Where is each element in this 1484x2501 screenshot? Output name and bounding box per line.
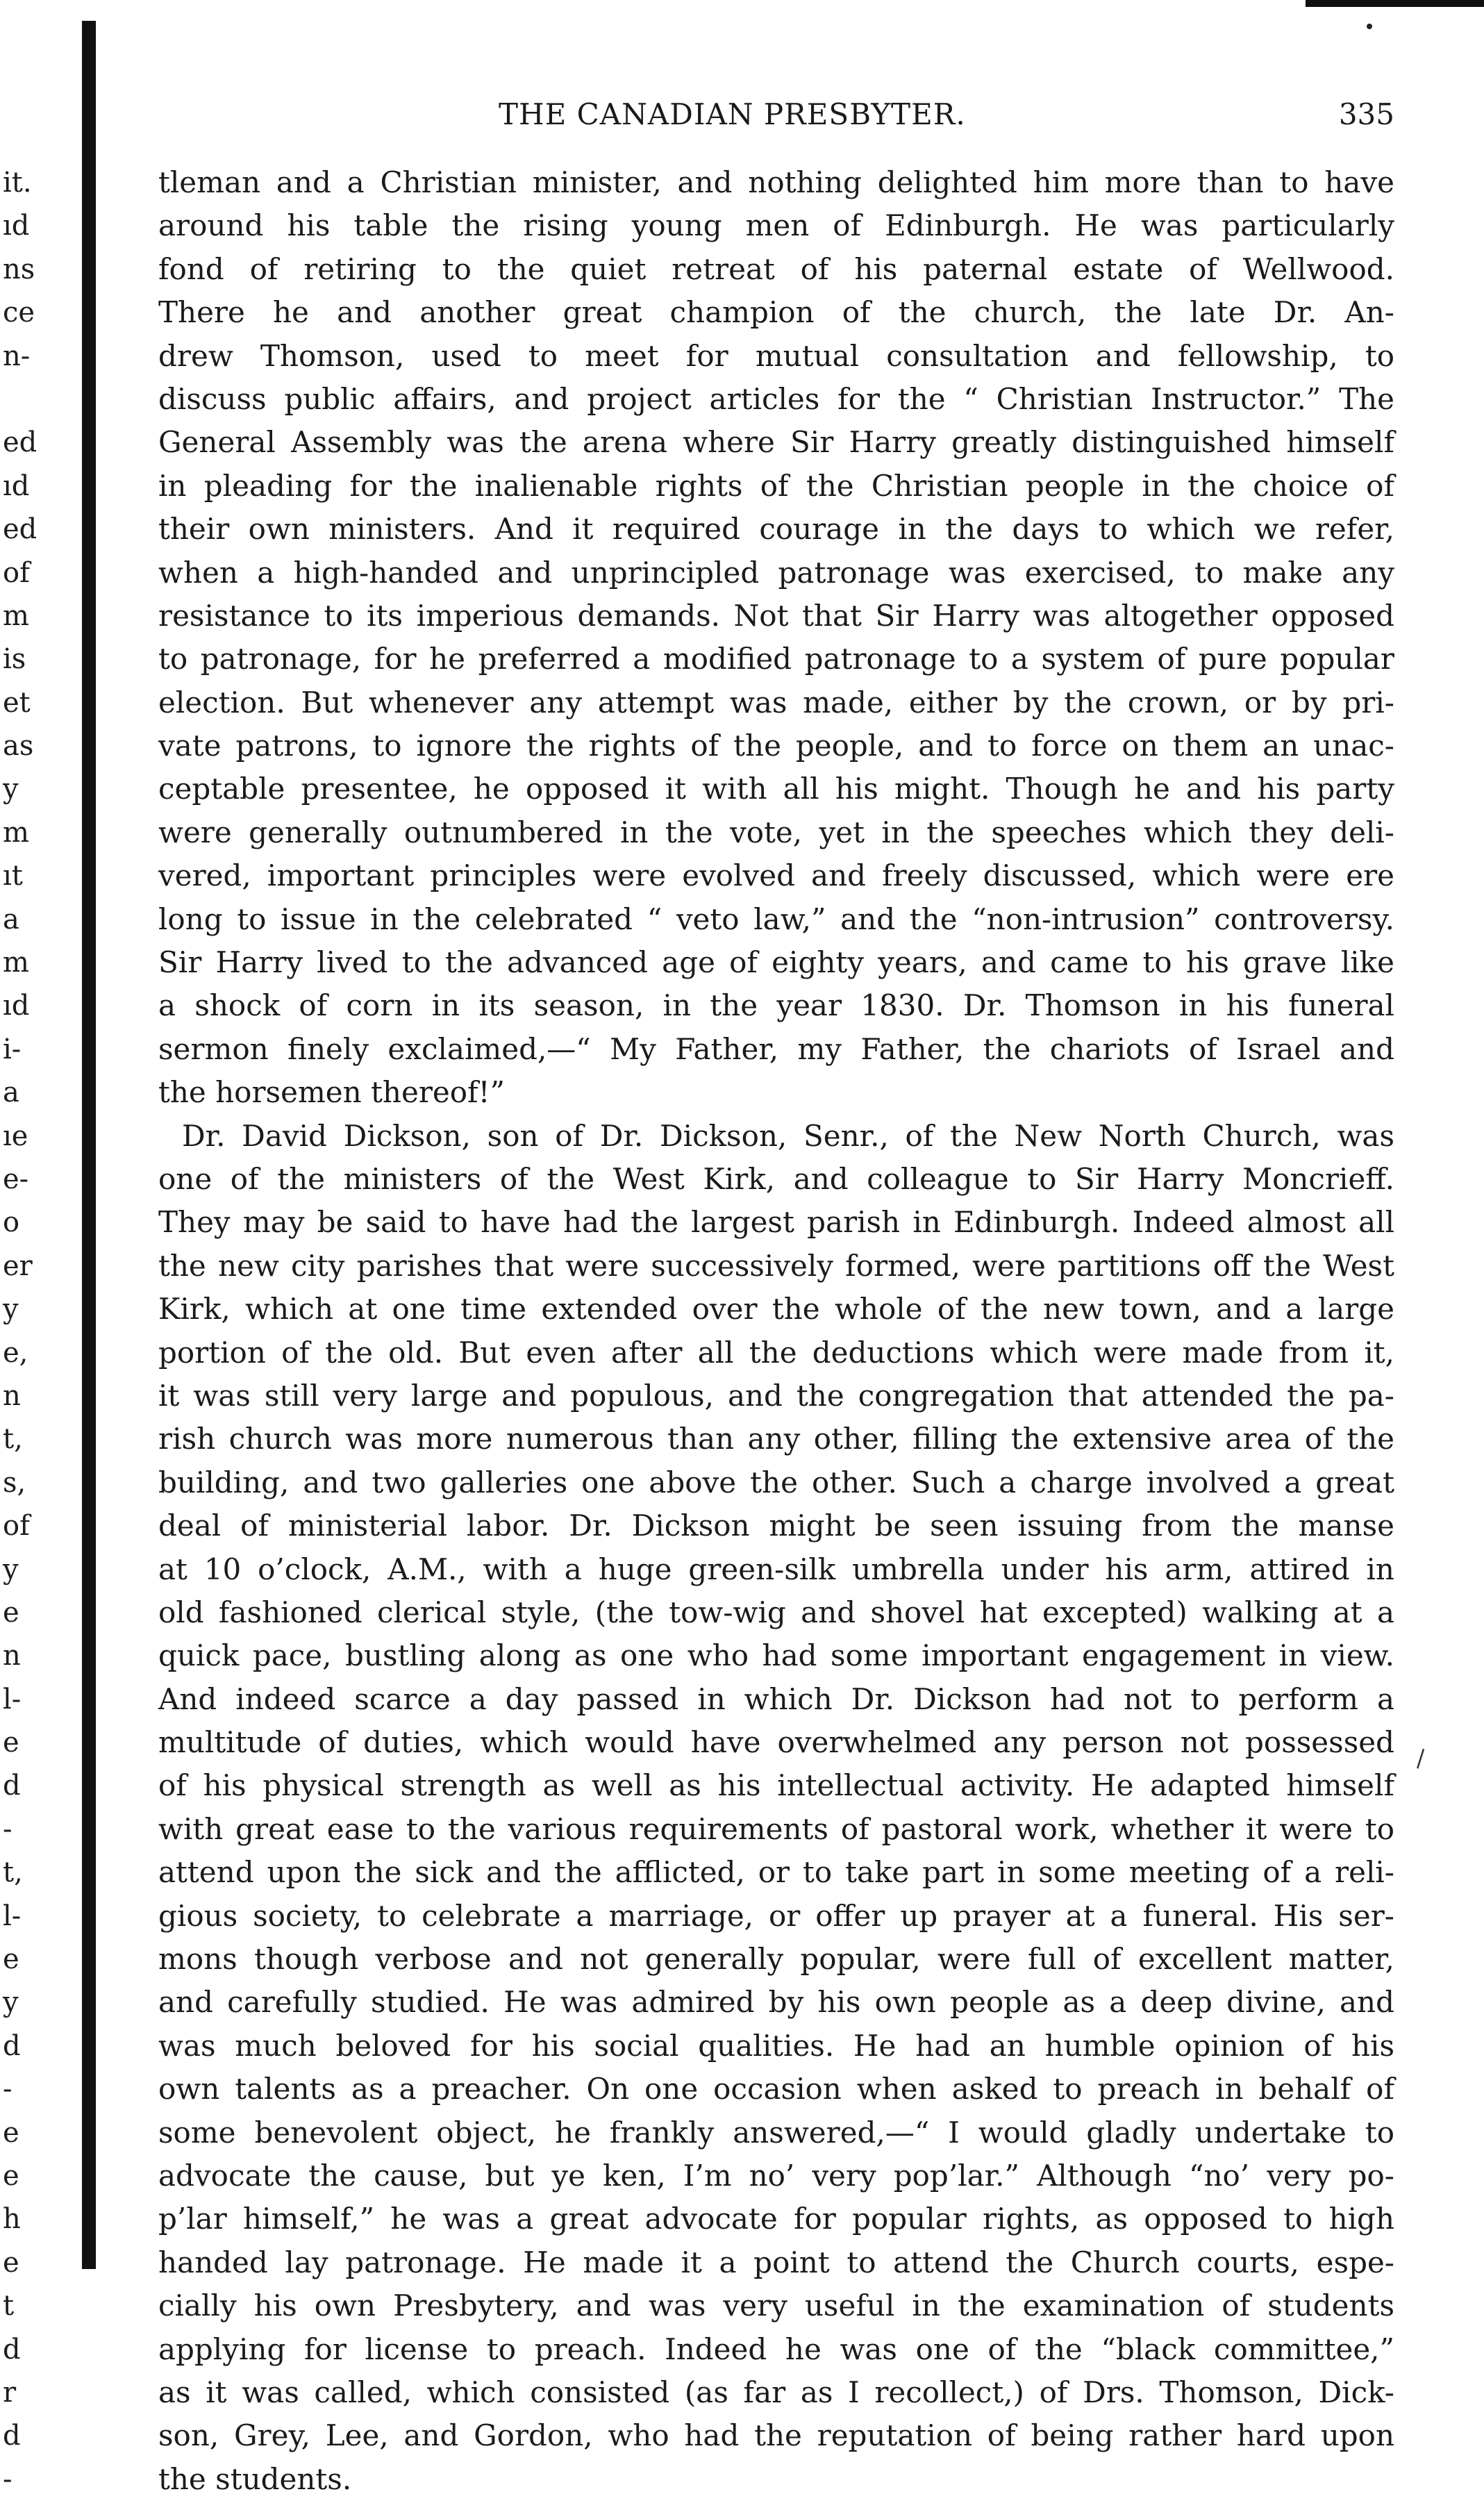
text-line: Kirk, which at one time extended over the whole of the new town, and a large [158,1292,1394,1327]
text-line: building, and two galleries one above the other. Such a charge involved a great [158,1465,1394,1499]
text-line: There he and another great champion of the church, the late Dr. An- [158,295,1394,330]
margin-fragment: a [3,903,19,936]
margin-fragment: ed [3,513,37,546]
text-line: ceptable presentee, he opposed it with all his might. Though he and his party [158,772,1394,806]
margin-fragment: i- [3,1033,22,1065]
ink-speck [1367,24,1372,29]
margin-fragment: d [3,2029,21,2062]
text-line: son, Grey, Lee, and Gordon, who had the reputation of being rather hard upon [158,2418,1394,2453]
margin-fragment: s, [3,1466,26,1499]
margin-fragment: t [3,2290,15,2323]
article-body [158,161,1394,2501]
margin-fragment: l- [3,1683,22,1715]
text-line: were generally outnumbered in the vote, yet in the speeches which they deli- [158,815,1394,849]
text-line: was much beloved for his social qualities. He had an humble opinion of his [158,2028,1394,2063]
text-line: mons though verbose and not generally popular, were full of excellent matter, [158,1942,1394,1977]
margin-fragment: et [3,686,31,719]
text-line: old fashioned clerical style, (the tow-wig and shovel hat excepted) walking at a [158,1595,1394,1629]
text-line: General Assembly was the arena where Sir Harry greatly distinguished himself [158,425,1394,460]
text-line: p’lar himself,” he was a great advocate for popular rights, as opposed to high [158,2202,1394,2236]
margin-fragment: y [3,1293,19,1326]
text-line: fond of retiring to the quiet retreat of his paternal estate of Wellwood. [158,251,1394,286]
text-line: They may be said to have had the largest parish in Edinburgh. Indeed almost all [158,1205,1394,1240]
binding-gutter [82,21,96,2269]
margin-fragment: of [3,1510,30,1543]
margin-fragment: ed [3,426,37,459]
margin-fragment: n [3,1640,21,1672]
text-line: tleman and a Christian minister, and nothing delighted him more than to have [158,165,1394,199]
text-line: in pleading for the inalienable rights of the Christian people in the choice of [158,468,1394,503]
text-line: cially his own Presbytery, and was very useful in the examination of students [158,2288,1394,2323]
margin-fragment: e- [3,1163,29,1195]
margin-fragment: ıd [3,210,30,242]
margin-fragment: e [3,1727,19,1759]
text-line: Sir Harry lived to the advanced age of eighty years, and came to his grave like [158,945,1394,980]
margin-fragment: m [3,599,29,632]
text-line: some benevolent object, he frankly answered,—“ I would gladly undertake to [158,2115,1394,2150]
margin-fragment: er [3,1249,33,1282]
margin-fragment: as [3,730,34,763]
margin-fragment: ıe [3,1120,28,1152]
text-line: with great ease to the various requirements of pastoral work, whether it were to [158,1811,1394,1846]
margin-fragment: d [3,1770,21,1802]
margin-fragment: e [3,2246,19,2279]
margin-fragment [3,378,44,421]
top-edge-rule [1306,0,1484,7]
text-line: quick pace, bustling along as one who had some important engagement in view. [158,1638,1394,1673]
margin-fragment: e, [3,1336,28,1369]
margin-fragment: t, [3,1856,23,1889]
text-line: their own ministers. And it required courage in the days to which we refer, [158,512,1394,547]
margin-fragment: y [3,1553,19,1586]
margin-fragment: d [3,2420,21,2452]
text-line: handed lay patronage. He made it a point to attend the Church courts, espe- [158,2245,1394,2279]
margin-fragment: n- [3,340,31,372]
text-line: the students. [158,2461,352,2496]
margin-fragment: a [3,1077,19,1109]
paragraph [158,1115,1394,2501]
text-line: attend upon the sick and the afflicted, or to take part in some meeting of a reli- [158,1855,1394,1890]
margin-fragment: e [3,1596,19,1629]
text-line: own talents as a preacher. On one occasion when asked to preach in behalf of [158,2072,1394,2107]
margin-fragment: - [3,1813,12,1845]
text-line: a shock of corn in its season, in the year 1830. Dr. Thomson in his funeral [158,988,1394,1023]
margin-fragment: t, [3,1423,23,1456]
text-line: election. But whenever any attempt was made, either by the crown, or by pri- [158,685,1394,720]
text-line: gious society, to celebrate a marriage, or offer up prayer at a funeral. His ser- [158,1898,1394,1933]
text-line: long to issue in the celebrated “ veto law,” and the “non-intrusion” controversy. [158,901,1394,936]
margin-fragment: - [3,2073,12,2106]
text-line: multitude of duties, which would have overwhelmed any person not possessed [158,1725,1394,1760]
text-line: And indeed scarce a day passed in which Dr. Dickson had not to perform a [158,1681,1394,1716]
margin-fragment: e [3,2159,19,2192]
margin-fragment: m [3,947,29,979]
text-line: the new city parishes that were successively formed, were partitions off the West [158,1248,1394,1283]
facing-page-margin-fragments [3,161,44,2501]
margin-fragment: n [3,1379,21,1412]
running-head: THE CANADIAN PRESBYTER. [499,97,966,131]
margin-fragment: l- [3,1900,22,1932]
text-line: rish church was more numerous than any other, filling the extensive area of the [158,1422,1394,1456]
text-line: as it was called, which consisted (as far as I recollect,) of Drs. Thomson, Dick- [158,2375,1394,2409]
margin-fragment: ce [3,297,35,329]
text-line: vered, important principles were evolved and freely discussed, which were ere [158,858,1394,893]
text-line: deal of ministerial labor. Dr. Dickson might be seen issuing from the manse [158,1509,1394,1543]
margin-fragment: h [3,2203,21,2236]
margin-fragment: of [3,556,30,589]
text-line: to patronage, for he preferred a modified patronage to a system of pure popular [158,642,1394,676]
margin-fragment: y [3,1986,19,2019]
text-line: sermon finely exclaimed,—“ My Father, my Father, the chariots of Israel and [158,1031,1394,1066]
margin-fragment: m [3,816,29,849]
text-line: portion of the old. But even after all the deductions which were made from it, [158,1335,1394,1370]
text-line: and carefully studied. He was admired by his own people as a deep divine, and [158,1985,1394,2020]
margin-fragment: e [3,2116,19,2149]
margin-fragment: e [3,1943,19,1976]
margin-fragment: y [3,773,19,806]
text-line: the horsemen thereof!” [158,1075,505,1110]
margin-fragment: ıt [3,860,23,892]
paragraph [158,161,1394,1115]
margin-fragment: - [3,2463,12,2495]
margin-fragment: r [3,2376,17,2409]
text-line: one of the ministers of the West Kirk, and colleague to Sir Harry Moncrieff. [158,1161,1394,1196]
text-line: discuss public affairs, and project articles for the “ Christian Instructor.” The [158,381,1394,416]
text-line: resistance to its imperious demands. Not that Sir Harry was altogether opposed [158,598,1394,633]
text-line: at 10 o’clock, A.M., with a huge green-silk umbrella under his arm, attired in [158,1552,1394,1586]
margin-fragment: is [3,643,26,676]
text-line: vate patrons, to ignore the rights of the people, and to force on them an unac- [158,729,1394,763]
text-line: around his table the rising young men of Edinburgh. He was particularly [158,208,1394,243]
margin-fragment: ıd [3,990,30,1022]
stray-ink-mark: \ [1409,1745,1432,1772]
margin-fragment: o [3,1206,20,1239]
page-header [158,97,1394,139]
margin-fragment: ns [3,253,35,285]
text-line: Dr. David Dickson, son of Dr. Dickson, Senr., of the New North Church, was [182,1118,1394,1153]
margin-fragment: ıd [3,470,30,502]
margin-fragment: it. [3,167,32,199]
text-line: drew Thomson, used to meet for mutual consultation and fellowship, to [158,338,1394,373]
text-line: it was still very large and populous, and the congregation that attended the pa- [158,1378,1394,1413]
margin-fragment: d [3,2333,21,2366]
text-line: of his physical strength as well as his intellectual activity. He adapted himself [158,1768,1394,1803]
text-line: advocate the cause, but ye ken, I’m no’ very pop’lar.” Although “no’ very po- [158,2158,1394,2193]
text-line: applying for license to preach. Indeed he was one of the “black committee,” [158,2332,1394,2366]
text-line: when a high-handed and unprincipled patronage was exercised, to make any [158,555,1394,590]
page-number: 335 [1338,97,1394,131]
